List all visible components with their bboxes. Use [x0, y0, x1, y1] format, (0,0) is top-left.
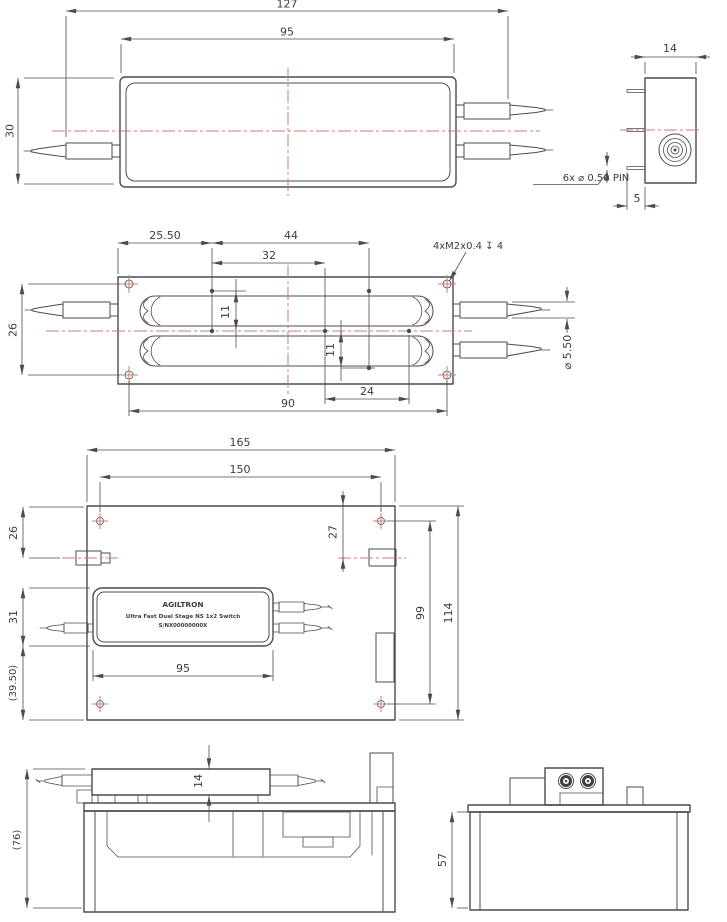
dimension-ref-offset [8, 646, 84, 720]
module-product: Ultra Fast Dual Stage NS 1x2 Switch [125, 614, 241, 620]
enclosure-end-outline [470, 812, 688, 910]
dimension-ref-height [12, 769, 85, 908]
dim-label: 44 [284, 229, 298, 242]
right-edge-tab [338, 549, 406, 566]
dimension-thickness [631, 42, 710, 74]
pin-note: 6x ⌀ 0.50 PIN [562, 173, 630, 184]
dim-label: ⌀ 5.50 [561, 334, 574, 370]
dimension-hole-offset [325, 335, 409, 404]
dim-label: 26 [7, 526, 20, 540]
view-plate [7, 436, 464, 720]
view-side-elevation [12, 745, 395, 912]
dim-label: 5 [633, 192, 641, 205]
dimension-lower-offset [324, 320, 341, 381]
dim-label: 32 [262, 249, 276, 262]
plate-cutout [376, 633, 394, 682]
slot-lower [140, 336, 433, 366]
dimension-tab-offset [327, 491, 344, 572]
dim-label: 127 [276, 0, 298, 11]
dim-label: (76) [12, 829, 23, 851]
plate-outline [87, 506, 395, 720]
pin [627, 167, 645, 170]
dim-label: 14 [192, 774, 205, 788]
fiber-pigtail-left [36, 775, 92, 786]
fiber-connector [659, 134, 691, 166]
dim-label: 95 [280, 25, 294, 39]
dim-label: 95 [176, 662, 190, 675]
rear-connector-block [370, 753, 393, 803]
switch-module [93, 588, 273, 646]
dim-label: 25.50 [149, 229, 181, 242]
enclosure-outline [84, 811, 395, 912]
fiber-pigtail-right [270, 775, 325, 786]
dimension-hole-height-span [7, 284, 121, 375]
dim-label: (39.50) [8, 664, 19, 702]
dim-label: 30 [3, 124, 17, 138]
dim-label: 165 [229, 436, 251, 449]
fiber-pigtail-right-upper [453, 302, 550, 318]
view-bottom [7, 229, 576, 416]
dim-label: 11 [324, 343, 337, 357]
dim-label: 57 [436, 853, 449, 867]
dim-label: 14 [663, 42, 677, 55]
dimension-overall-length [66, 0, 508, 137]
view-end-elevation [436, 768, 690, 910]
dim-label: 99 [414, 606, 427, 620]
dim-label: 114 [442, 602, 455, 624]
dimension-module-height [7, 588, 90, 646]
dimension-hole-span-x [100, 463, 381, 512]
pin-callout [533, 152, 629, 185]
dim-label: 150 [229, 463, 251, 476]
fiber-connector-right [581, 774, 596, 789]
dim-label: 24 [360, 385, 374, 398]
fiber-connector-left [559, 774, 574, 789]
switch-module-side [92, 769, 270, 795]
dimension-body-length [121, 26, 454, 74]
module-pigtail-right-upper [273, 602, 332, 612]
module-serial: S/NX00000000X [158, 623, 208, 629]
view-end-top [533, 42, 710, 210]
fiber-pigtail-left [25, 302, 118, 318]
dimension-top-edge-offset [7, 507, 84, 558]
base-plate-end [468, 805, 690, 812]
dim-label: 27 [326, 525, 340, 539]
pin [627, 90, 645, 93]
fiber-pigtail-right-lower [453, 342, 550, 358]
module-pigtail-left [40, 623, 93, 633]
fiber-pigtail-right-lower [456, 143, 553, 159]
reference-points [210, 289, 411, 370]
dimension-boot-diameter [512, 287, 575, 369]
dimension-module-length [93, 650, 273, 681]
dimension-upper-offset [219, 279, 236, 348]
module-pigtail-right-lower [273, 623, 332, 633]
dimension-overall-height [399, 506, 464, 720]
module-standoffs [77, 790, 258, 803]
dimension-box-height [436, 812, 468, 908]
dim-label: 26 [6, 323, 20, 337]
thread-note: 4xM2x0.4 ↧ 4 [432, 241, 504, 252]
plate-holes [92, 513, 389, 712]
base-plate [84, 803, 395, 811]
internal-components [107, 811, 372, 857]
slot-upper [140, 296, 433, 326]
fiber-pigtail-right-upper [456, 103, 553, 119]
dim-label: 31 [7, 610, 20, 624]
fiber-pigtail-left [24, 143, 120, 159]
rear-tab [627, 787, 643, 805]
dim-label: 11 [219, 305, 232, 319]
left-edge-tab [62, 551, 118, 565]
dim-label: 90 [281, 397, 295, 410]
thread-callout [433, 241, 503, 281]
module-brand: AGILTRON [162, 600, 204, 609]
view-top [4, 0, 554, 196]
